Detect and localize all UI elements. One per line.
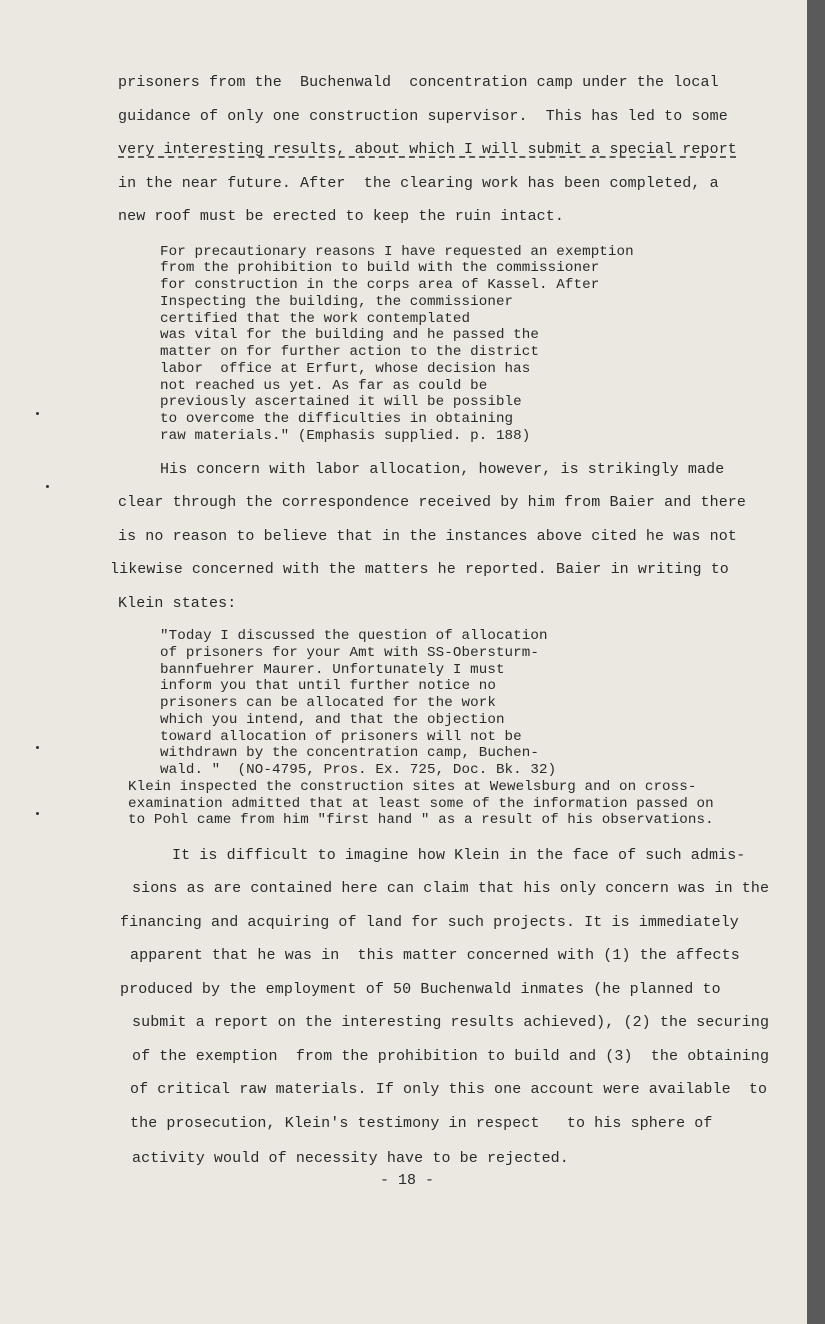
text-line: likewise concerned with the matters he reported. Baier in writing to	[110, 561, 729, 578]
margin-mark	[46, 485, 49, 488]
text-line: produced by the employment of 50 Buchenwald inmates (he planned to	[120, 981, 721, 998]
text-line: activity would of necessity have to be rejected.	[132, 1150, 569, 1167]
text-line: new roof must be erected to keep the ruin intact.	[118, 208, 564, 225]
text-line: of the exemption from the prohibition to build and (3) the obtaining	[132, 1048, 770, 1065]
quote-line: to overcome the difficulties in obtaining	[160, 411, 514, 427]
text-line: is no reason to believe that in the instances above cited he was not	[118, 528, 737, 545]
quote-line: Inspecting the building, the commissioner	[160, 294, 514, 310]
quote-line: not reached us yet. As far as could be	[160, 378, 488, 394]
text-line: Klein inspected the construction sites at Wewelsburg and on cross-	[128, 779, 697, 795]
text-line: apparent that he was in this matter concerned with (1) the affects	[130, 947, 740, 964]
quote-line: certified that the work contemplated	[160, 311, 471, 327]
text-line: prisoners from the Buchenwald concentration camp under the local	[118, 74, 719, 91]
text-line: Klein states:	[118, 595, 237, 612]
text-line: the prosecution, Klein's testimony in respect to his sphere of	[130, 1115, 713, 1132]
quote-line: was vital for the building and he passed the	[160, 327, 540, 343]
margin-mark	[36, 746, 39, 749]
quote-line: bannfuehrer Maurer. Unfortunately I must	[160, 662, 505, 678]
text-line: guidance of only one construction supervisor. This has led to some	[118, 108, 728, 125]
quote-line: prisoners can be allocated for the work	[160, 695, 496, 711]
quote-line: toward allocation of prisoners will not be	[160, 729, 522, 745]
text-line-underlined: very interesting results, about which I will submit a special report	[118, 141, 737, 158]
text-line: sions as are contained here can claim that his only concern was in the	[132, 880, 770, 897]
quote-line: from the prohibition to build with the commissioner	[160, 260, 600, 276]
text-line: in the near future. After the clearing work has been completed, a	[118, 175, 719, 192]
quote-line: For precautionary reasons I have requested an exemption	[160, 244, 634, 260]
quote-line: "Today I discussed the question of allocation	[160, 628, 548, 644]
quote-line: withdrawn by the concentration camp, Buchen-	[160, 745, 540, 761]
quote-line: for construction in the corps area of Kassel. After	[160, 277, 600, 293]
text-line: It is difficult to imagine how Klein in the face of such admis-	[172, 847, 746, 864]
text-line: His concern with labor allocation, however, is strikingly made	[160, 461, 725, 478]
quote-line: wald. " (NO-4795, Pros. Ex. 725, Doc. Bk. 32)	[160, 762, 557, 778]
quote-line: labor office at Erfurt, whose decision has	[160, 361, 531, 377]
quote-line: of prisoners for your Amt with SS-Obersturm-	[160, 645, 540, 661]
quote-line: previously ascertained it will be possible	[160, 394, 522, 410]
quote-line: inform you that until further notice no	[160, 678, 496, 694]
margin-mark	[36, 412, 39, 415]
margin-mark	[36, 812, 39, 815]
quote-line: raw materials." (Emphasis supplied. p. 188)	[160, 428, 531, 444]
quote-line: which you intend, and that the objection	[160, 712, 505, 728]
text-line: of critical raw materials. If only this one account were available to	[130, 1081, 768, 1098]
page-number: - 18 -	[380, 1172, 435, 1189]
text-line: to Pohl came from him "first hand " as a result of his observations.	[128, 812, 714, 828]
quote-line: matter on for further action to the district	[160, 344, 540, 360]
text-line: financing and acquiring of land for such projects. It is immediately	[120, 914, 739, 931]
text-line: clear through the correspondence received by him from Baier and there	[118, 494, 747, 511]
text-line: submit a report on the interesting results achieved), (2) the securing	[132, 1014, 770, 1031]
text-line: examination admitted that at least some of the information passed on	[128, 796, 714, 812]
